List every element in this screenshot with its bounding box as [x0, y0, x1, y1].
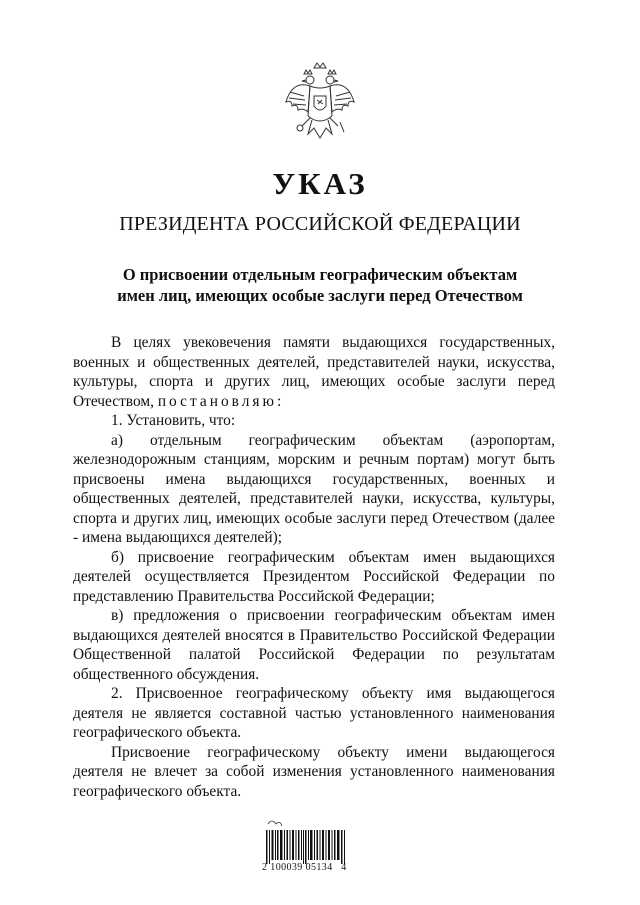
decree-body: [73, 333, 555, 801]
decree-heading: [60, 264, 580, 306]
preamble-text: В целях увековечения памяти выдающихся государственных, военных и общественных деятелей, представителей науки, искусства, культуры, спорта и других лиц, имеющих особые заслуги перед Отечеством,: [73, 334, 555, 410]
document-title: УКАЗ: [272, 166, 368, 201]
barcode-number: 2 100039 05134 4: [262, 862, 347, 873]
item-1b-paragraph: б) присвоение географическим объектам имен выдающихся деятелей осуществляется Президентом Российской Федерации по представлению Правительства Российской Федерации;: [73, 548, 555, 605]
item-1-paragraph: 1. Установить, что:: [111, 412, 236, 429]
coat-of-arms-icon: [280, 60, 360, 144]
item-1a-paragraph: а) отдельным географическим объектам (аэропортам, железнодорожным станциям, морским и речным портам) могут быть присвоены имена выдающихся государственных, военных и общественных деятелей, представителей науки, искусства, культуры, спорта и других лиц, имеющих особые заслуги перед Отечеством (далее - имена выдающихся деятелей);: [73, 431, 555, 546]
decree-word: постановляю:: [157, 392, 285, 410]
decree-heading-line: О присвоении отдельным географическим объектам: [122, 265, 518, 284]
item-2b-paragraph: Присвоение географическому объекту имени выдающегося деятеля не влечет за собой изменения установленного наименования географического объекта.: [73, 743, 555, 800]
item-1c-paragraph: в) предложения о присвоении географическим объектам имен выдающихся деятелей вносятся в Правительство Российской Федерации Общественной палатой Российской Федерации по результатам общественного обсуждения.: [73, 607, 555, 683]
preamble-paragraph: [73, 333, 555, 411]
document-subtitle: ПРЕЗИДЕНТА РОССИЙСКОЙ ФЕДЕРАЦИИ: [119, 213, 521, 235]
item-2-paragraph: 2. Присвоенное географическому объекту имя выдающегося деятеля не является составной частью установленного наименования географического объекта.: [73, 685, 555, 741]
decree-heading-line: имен лиц, имеющих особые заслуги перед Отечеством: [117, 286, 523, 305]
